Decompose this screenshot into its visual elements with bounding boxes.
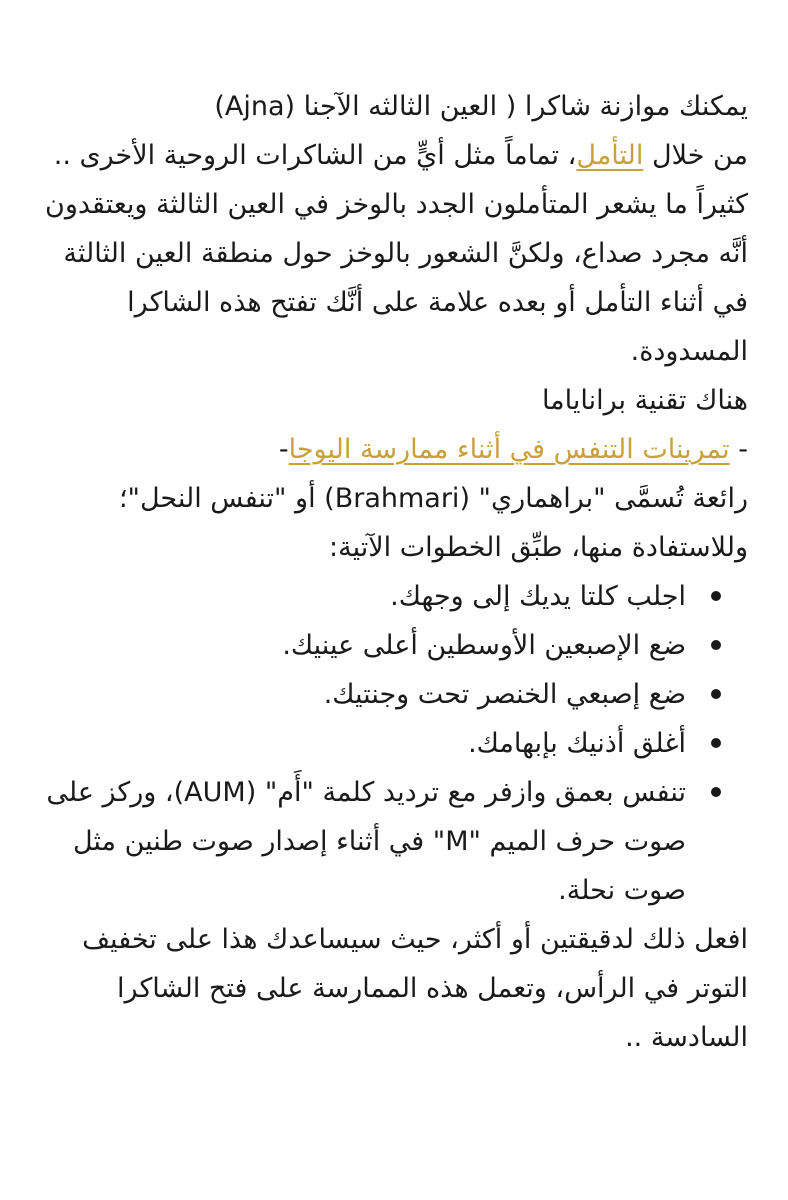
list-item: تنفس بعمق وازفر مع ترديد كلمة "أَم" (AUM)، وركز على صوت حرف الميم "M" في أثناء إصدار صوت طنين مثل صوت نحلة. — [40, 768, 686, 915]
tingling-paragraph: كثيراً ما يشعر المتأملون الجدد بالوخز في العين الثالثة ويعتقدون أنَّه مجرد صداع، ولكنَّ الشعور بالوخز حول منطقة العين الثالثة في أثناء التأمل أو بعده علامة على أنَّك تفتح هذه الشاكرا المسدودة. — [45, 189, 748, 367]
intro-line: يمكنك موازنة شاكرا ( العين الثالثه الآجنا (Ajna) — [214, 91, 748, 122]
list-item: اجلب كلتا يديك إلى وجهك. — [40, 572, 686, 621]
technique-paragraph — [40, 376, 748, 572]
article-body — [40, 82, 748, 1062]
technique-description: رائعة تُسمَّى "براهماري" (Brahmari) أو "تنفس النحل"؛ وللاستفادة منها، طبِّق الخطوات الآتية: — [118, 483, 748, 563]
list-item: أغلق أذنيك بإبهامك. — [40, 719, 686, 768]
list-item: ضع إصبعي الخنصر تحت وجنتيك. — [40, 670, 686, 719]
steps-list — [40, 572, 748, 915]
intro-paragraph — [40, 82, 748, 180]
meditation-link[interactable]: التأمل — [576, 140, 644, 171]
closing-paragraph: افعل ذلك لدقيقتين أو أكثر، حيث سيساعدك هذا على تخفيف التوتر في الرأس، وتعمل هذه الممارسة على فتح الشاكرا السادسة .. — [82, 924, 748, 1053]
intro-text-before-link: من خلال — [643, 140, 748, 171]
yoga-breathing-link[interactable]: تمرينات التنفس في أثناء ممارسة اليوجا — [288, 434, 730, 465]
technique-intro: هناك تقنية براناياما — [541, 385, 748, 416]
dash-before: - — [729, 434, 748, 465]
dash-after: - — [278, 434, 289, 465]
list-item: ضع الإصبعين الأوسطين أعلى عينيك. — [40, 621, 686, 670]
intro-text-after-link: ، تماماً مثل أيٍّ من الشاكرات الروحية الأخرى .. — [53, 140, 577, 171]
